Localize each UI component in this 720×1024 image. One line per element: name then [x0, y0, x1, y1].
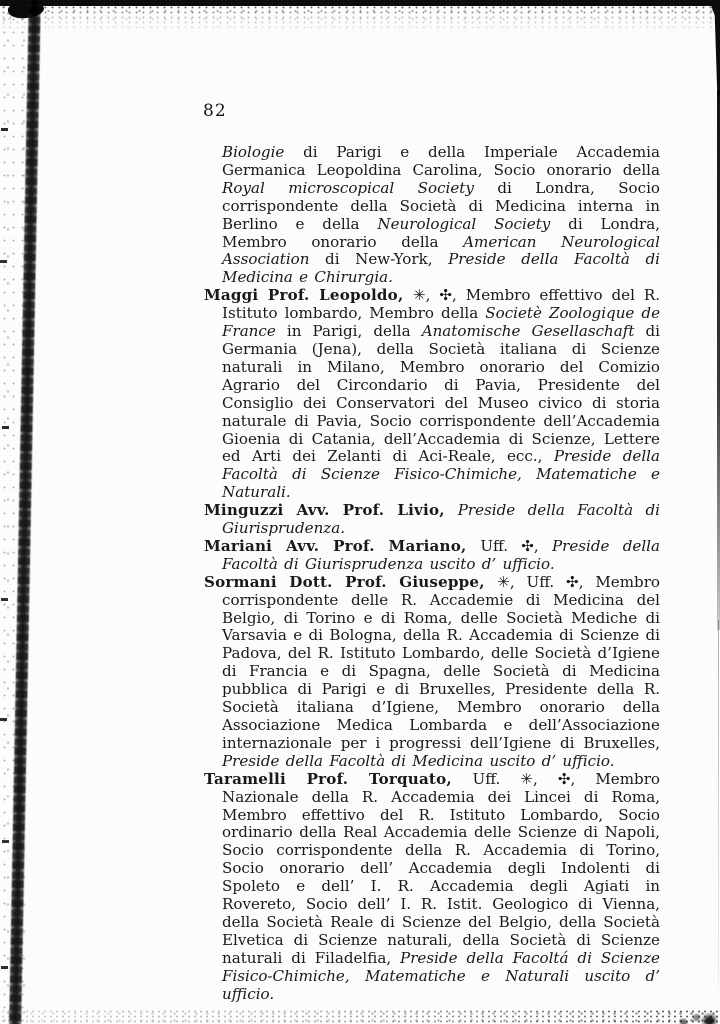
text-segment: American Neurological Association	[222, 232, 660, 269]
scan-top-right-wedge	[709, 0, 720, 96]
text-segment: Mariani Avv. Prof. Mariano,	[204, 536, 481, 555]
entry-mariani	[204, 538, 660, 574]
text-segment: Preside della Facoltá di Scienze Fisico-Chimiche, Matematiche e Naturali uscito d’ ufficio.	[222, 948, 660, 1003]
paragraph-continuation	[204, 144, 660, 287]
page-number: 82	[203, 101, 227, 121]
text-segment: Taramelli Prof. Torquato,	[204, 769, 473, 788]
text-segment: di Parigi e della Imperiale Accademia Germanica Leopoldina Carolina, Socio onorario della	[222, 143, 660, 179]
entry-taramelli	[204, 771, 660, 1004]
text-segment: Uff. ✣,	[480, 536, 552, 555]
entry-maggi	[204, 287, 660, 502]
text-segment: di Londra, Membro onorario della	[222, 214, 660, 251]
scan-top-left-blob	[7, 0, 45, 20]
text-segment: Neurological Society	[377, 214, 551, 233]
text-segment: ✳, Uff. ✣, Membro corrispondente delle R. Accademie di Medicina del Belgio, di Torino e di Roma, delle Società Mediche di Varsavia e di Bologna, della R. Accademia di Scienze di Padova, del R. Istituto Lombardo, delle Società d’Igiene di Francia e di Spagna, delle Società di Medicina pubblica di Parigi e di Bruxelles, Presidente della R. Società italiana d’Igiene, Membro onorario della Associazione Medica Lombarda e dell’Associazione internazionale per i progressi dell’Igiene di Bruxelles,	[222, 572, 661, 752]
text-block	[204, 144, 660, 1004]
text-segment: Uff. ✳, ✣, Membro Nazionale della R. Accademia dei Lincei di Roma, Membro effettivo del R. Istituto Lombardo, Socio ordinario della Real Accademia delle Scienze di Napoli, Socio corrispondente della R. Accademia di Torino, Socio onorario dell’ Accademia degli Indolenti di Spoleto e dell’ I. R. Accademia degli Agiati in Rovereto, Socio dell’ I. R. Istit. Geologico di Vienna, della Società Reale di Scienze del Belgio, della Società Elvetica di Scienze naturali, della Società di Scienze naturali di Filadelfia,	[222, 769, 660, 967]
text-segment: Preside della Facoltà di Giurisprudenza.	[222, 501, 660, 538]
text-segment: di New-York,	[309, 250, 449, 269]
text-segment: Biologie	[222, 143, 285, 161]
scan-binding-strip	[9, 0, 41, 1024]
text-segment: ✳, ✣, Membro effettivo del R. Istituto lombardo, Membro della	[222, 286, 660, 323]
text-segment: Preside della Facoltà di Giurisprudenza uscito d’ ufficio.	[222, 536, 660, 573]
entry-sormani	[204, 574, 660, 771]
text-segment: di Londra, Socio corrispondente della Società di Medicina interna in Berlino e della	[222, 178, 660, 233]
text-segment: Anatomische Gesellaschaft	[421, 322, 635, 341]
scan-left-edge-ticks	[1, 128, 8, 131]
text-segment: di Germania (Jena), della Società italiana di Scienze naturali in Milano, Membro onorario del Comizio Agrario del Circondario di Pavia, Presidente del Consiglio dei Conservatori del Museo civico di storia naturale di Pavia, Socio corrispondente dell’Accademia Gioenia di Catania, dell’Accademia di Scienze, Lettere ed Arti dei Zelanti di Aci-Reale, ecc.,	[222, 322, 660, 466]
scan-top-noise	[0, 5, 720, 35]
text-segment: Preside della Facoltà di Scienze Fisico-Chimiche, Matematiche e Naturali.	[222, 447, 660, 502]
text-segment: Preside della Facoltà di Medicina e Chirurgia.	[222, 250, 660, 287]
scan-left-margin-noise	[0, 0, 27, 1024]
text-segment: Maggi Prof. Leopoldo,	[204, 286, 414, 305]
text-segment: Royal microscopical Society	[222, 178, 474, 197]
text-segment: in Parigi, della	[275, 322, 422, 341]
scan-right-edge-faint-line	[718, 620, 719, 990]
scan-bottom-right-blob	[668, 1008, 720, 1024]
text-segment: Sormani Dott. Prof. Giuseppe,	[204, 572, 498, 591]
text-segment: Minguzzi Avv. Prof. Livio,	[204, 501, 458, 520]
text-segment: Societè Zoologique de France	[222, 304, 661, 341]
entry-minguzzi	[204, 502, 660, 538]
scan-top-edge-bar	[0, 0, 720, 6]
text-segment: Preside della Facoltà di Medicina uscito d’ ufficio.	[222, 751, 615, 770]
scan-bottom-noise	[0, 1009, 720, 1024]
